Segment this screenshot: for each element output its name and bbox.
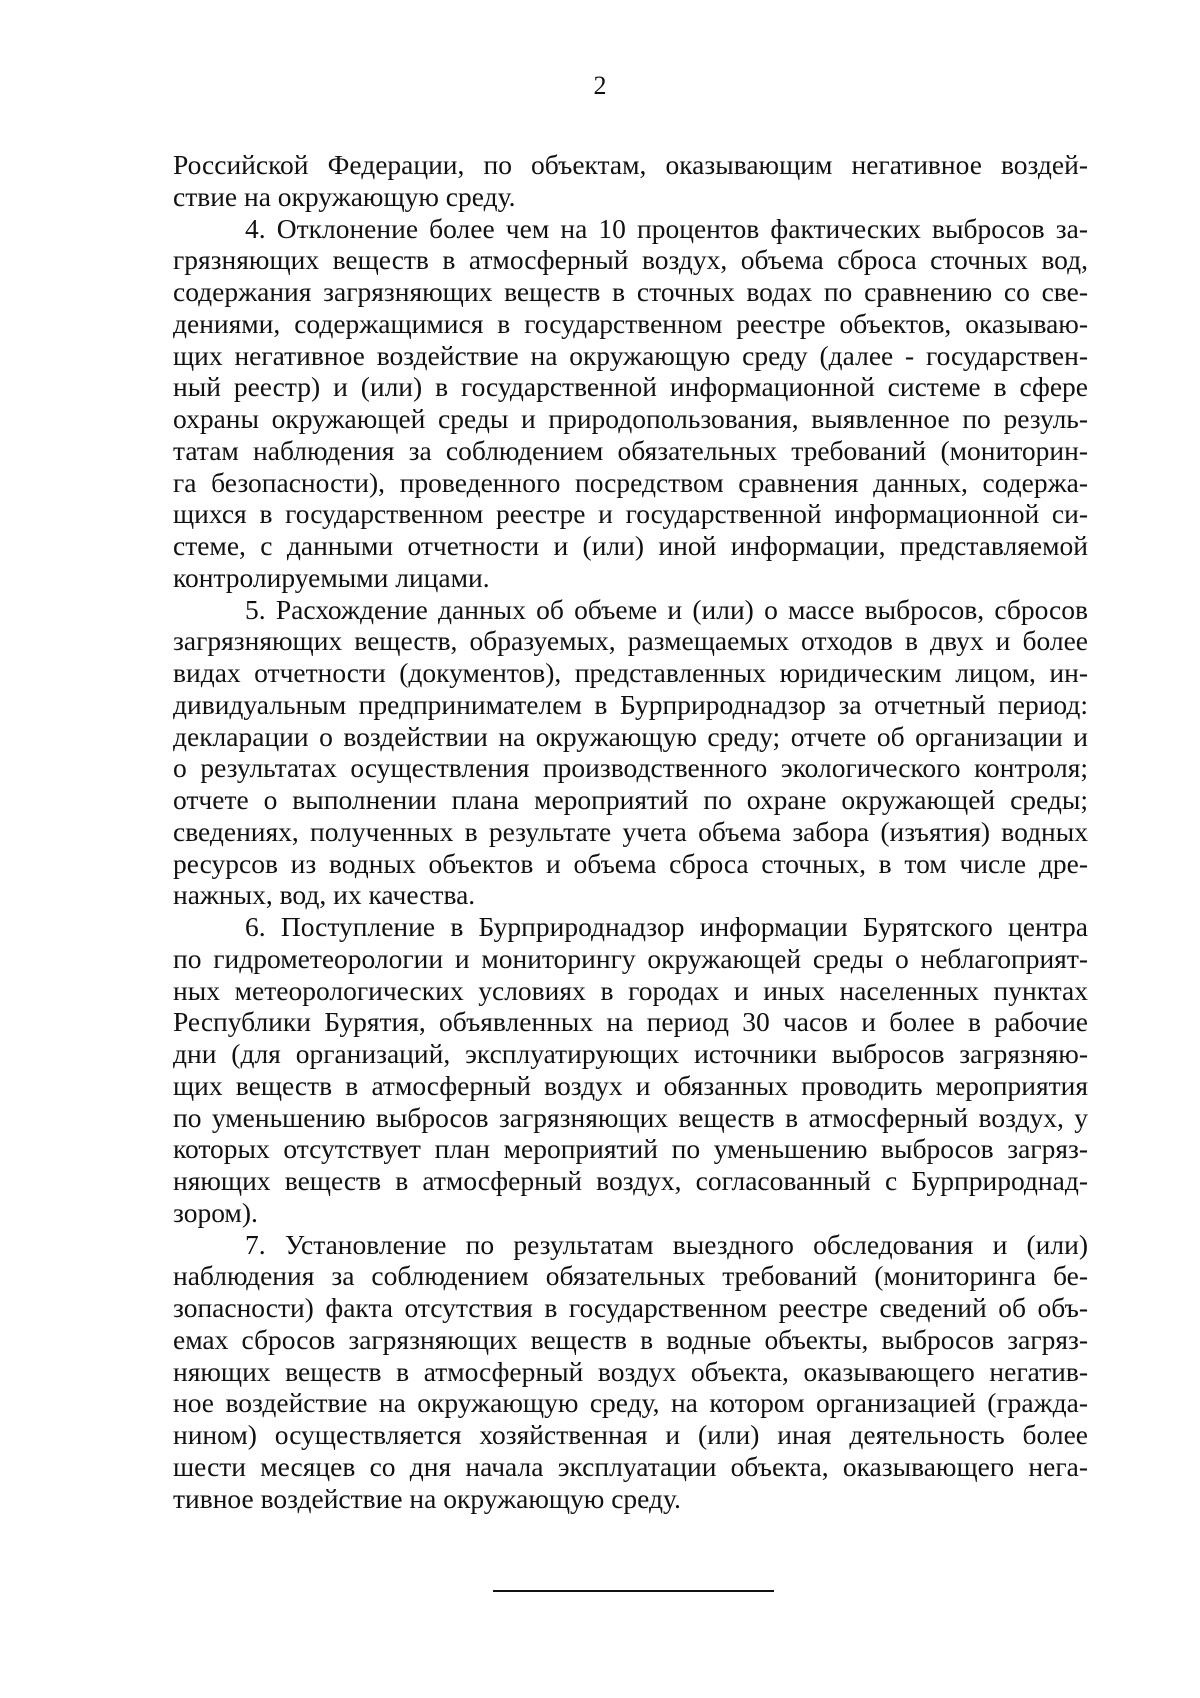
text-line: охраны окружающей среды и природопользования, выявленное по резуль- [173, 403, 1088, 434]
text-line: щих веществ в атмосферный воздух и обязанных проводить мероприятия [173, 1069, 1088, 1101]
text-line: загрязняющих веществ, образуемых, размещаемых отходов в двух и более [173, 625, 1088, 657]
end-of-text-rule [493, 1590, 774, 1592]
text-line: содержания загрязняющих веществ в сточных водах по сравнению со све- [173, 276, 1088, 307]
text-line: зором). [173, 1196, 258, 1228]
text-line: которых отсутствует план мероприятий по уменьшению выбросов загряз- [173, 1133, 1088, 1165]
text-line: дивидуальным предпринимателем в Бурприроднадзор за отчетный период: [173, 688, 1088, 720]
text-line: контролируемыми лицами. [173, 561, 490, 593]
text-line: декларации о воздействии на окружающую среду; отчете об организации и [173, 720, 1088, 752]
text-line: ных метеорологических условиях в городах и иных населенных пунктах [173, 974, 1088, 1006]
text-line: Республики Бурятия, объявленных на период 30 часов и более в рабочие [173, 1006, 1088, 1038]
text-line: зопасности) факта отсутствия в государственном реестре сведений об объ- [173, 1292, 1088, 1323]
text-line: ное воздействие на окружающую среду, на котором организацией (гражда- [173, 1387, 1088, 1419]
text-line: дни (для организаций, эксплуатирующих источники выбросов загрязняю- [173, 1038, 1088, 1069]
text-line: нажных, вод, их качества. [173, 879, 476, 911]
text-line: по уменьшению выбросов загрязняющих веществ в атмосферный воздух, у [173, 1101, 1088, 1133]
text-line: сведениях, полученных в результате учета объема забора (изъятия) водных [173, 815, 1088, 847]
paragraph-5-start: 5. Расхождение данных об объеме и (или) о массе выбросов, сбросов [245, 593, 1088, 625]
text-line: шести месяцев со дня начала эксплуатации объекта, оказывающего нега- [173, 1450, 1088, 1482]
text-line: татам наблюдения за соблюдением обязательных требований (мониторин- [173, 434, 1088, 466]
text-line: о результатах осуществления производственного экологического контроля; [173, 752, 1088, 784]
paragraph-4-start: 4. Отклонение более чем на 10 процентов фактических выбросов за- [245, 212, 1088, 244]
paragraph-6-start: 6. Поступление в Бурприроднадзор информации Бурятского центра [245, 911, 1088, 942]
text-line: няющих веществ в атмосферный воздух объекта, оказывающего негатив- [173, 1355, 1088, 1387]
paragraph-7-start: 7. Установление по результатам выездного обследования и (или) [245, 1228, 1088, 1260]
text-line: щих негативное воздействие на окружающую среду (далее - государствен- [173, 339, 1088, 371]
text-line: видах отчетности (документов), представленных юридическим лицом, ин- [173, 657, 1088, 688]
text-line: тивное воздействие на окружающую среду. [173, 1482, 681, 1514]
text-line: стеме, с данными отчетности и (или) иной информации, представляемой [173, 530, 1088, 561]
text-line: по гидрометеорологии и мониторингу окружающей среды о неблагоприят- [173, 942, 1088, 974]
text-line: емах сбросов загрязняющих веществ в водные объекты, выбросов загряз- [173, 1323, 1088, 1355]
text-line: дениями, содержащимися в государственном реестре объектов, оказываю- [173, 307, 1088, 339]
text-line: отчете о выполнении плана мероприятий по охране окружающей среды; [173, 784, 1088, 815]
text-line: ресурсов из водных объектов и объема сброса сточных, в том числе дре- [173, 847, 1088, 879]
text-line: няющих веществ в атмосферный воздух, согласованный с Бурприроднад- [173, 1165, 1088, 1196]
text-line: грязняющих веществ в атмосферный воздух, объема сброса сточных вод, [173, 244, 1088, 276]
text-line: нином) осуществляется хозяйственная и (или) иная деятельность более [173, 1419, 1088, 1450]
page-number: 2 [593, 71, 607, 100]
text-line: наблюдения за соблюдением обязательных требований (мониторинга бе- [173, 1260, 1088, 1292]
text-line: ный реестр) и (или) в государственной информационной системе в сфере [173, 371, 1088, 403]
text-line: ствие на окружающую среду. [173, 180, 516, 212]
text-line: га безопасности), проведенного посредством сравнения данных, содержа- [173, 466, 1088, 498]
document-body [173, 149, 1088, 1514]
text-line: Российской Федерации, по объектам, оказывающим негативное воздей- [173, 149, 1088, 180]
text-line: щихся в государственном реестре и государственной информационной си- [173, 498, 1088, 530]
